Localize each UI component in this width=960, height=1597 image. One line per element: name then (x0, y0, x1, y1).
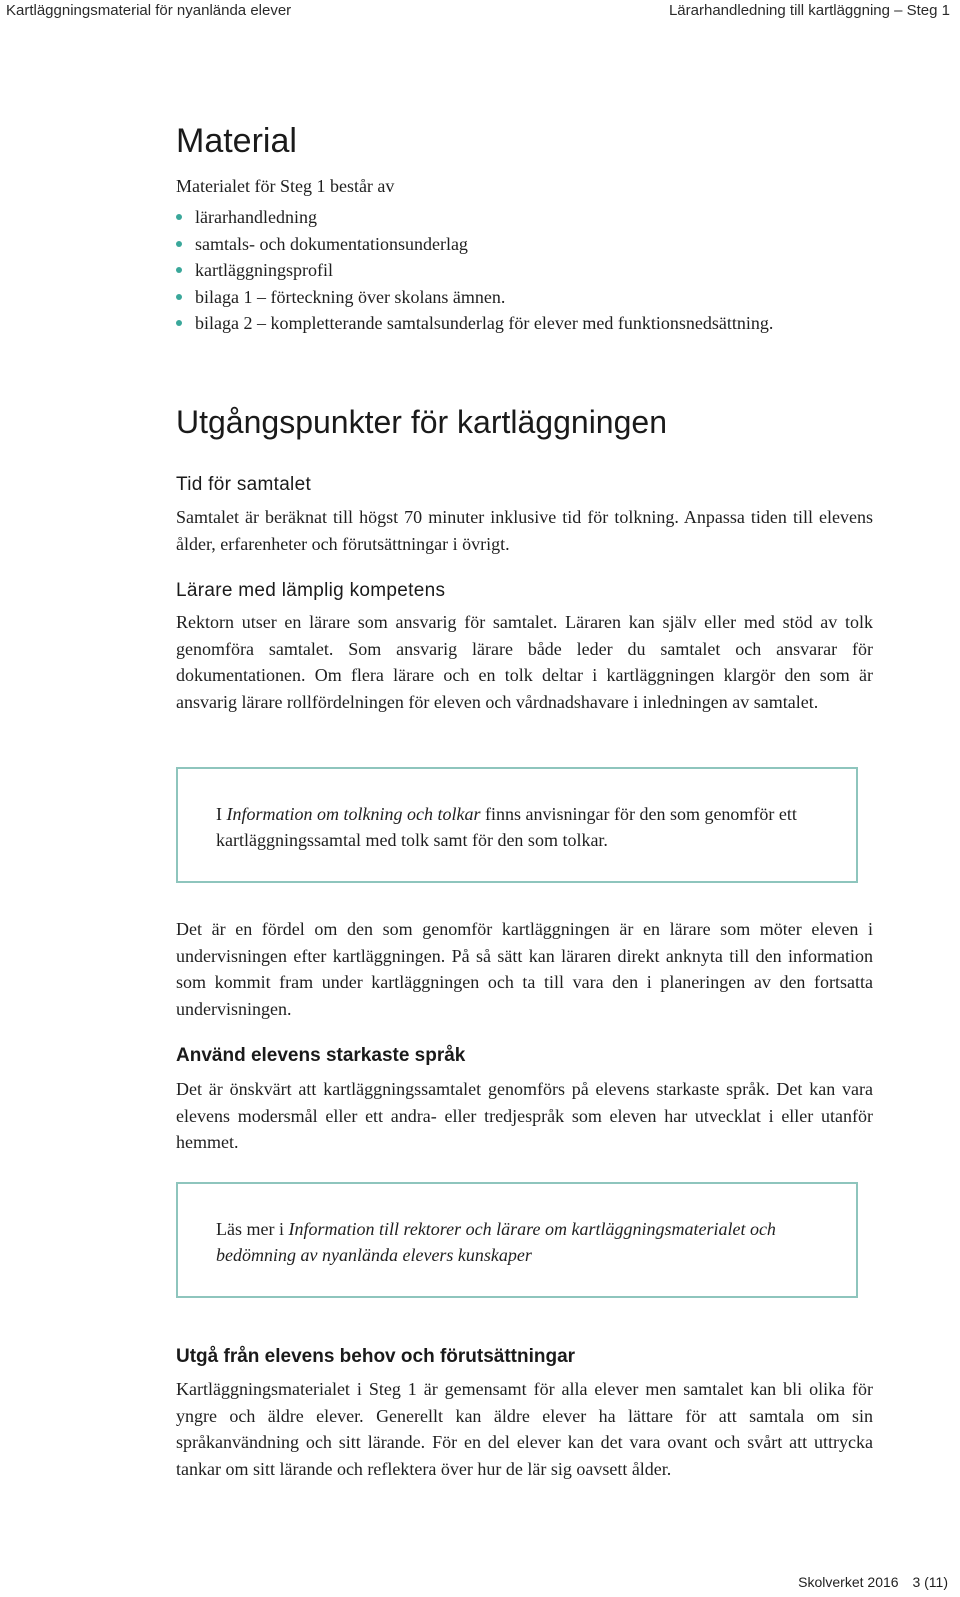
page-footer (788, 1574, 948, 1590)
sprak-heading: Använd elevens starkaste språk (176, 1045, 466, 1066)
page-number: 3 (11) (912, 1574, 948, 1590)
list-item: samtals- och dokumentationsunderlag (176, 231, 856, 258)
tid-heading: Tid för samtalet (176, 474, 312, 495)
callout-text: I Information om tolkning och tolkar finns anvisningar för den som genomför ett kartläggningssamtal med tolk samt för den som tolkar. (216, 804, 797, 850)
page-header (0, 0, 960, 24)
utgangspunkter-heading: Utgångspunkter för kartläggningen (176, 404, 667, 440)
callout-reference-title: Information om tolkning och tolkar (226, 804, 481, 824)
list-item: lärarhandledning (176, 204, 856, 231)
bullet-icon (176, 294, 182, 300)
sprak-paragraph: Det är önskvärt att kartläggningssamtalet genomförs på elevens starkaste språk. Det kan vara elevens modersmål eller ett andra- eller tredjespråk som eleven har utvecklat i eller utanför hemmet. (176, 1079, 873, 1152)
info-callout-las-mer (176, 1182, 858, 1298)
header-document-title: Kartläggningsmaterial för nyanlända elever (6, 2, 292, 19)
callout-reference-title: Information till rektorer och lärare om kartläggningsmaterialet och bedömning av nyanlända elevers kunskaper (216, 1219, 776, 1265)
material-heading: Material (176, 122, 297, 160)
material-list (176, 204, 856, 337)
bullet-icon (176, 214, 182, 220)
bullet-icon (176, 241, 182, 247)
callout-text: Läs mer i Information till rektorer och lärare om kartläggningsmaterialet och bedömning av nyanlända elevers kunskaper (216, 1219, 776, 1265)
info-callout-tolkning (176, 767, 858, 883)
list-item: bilaga 2 – kompletterande samtalsunderlag för elever med funktionsnedsättning. (176, 310, 815, 337)
larare-paragraph: Rektorn utser en lärare som ansvarig för samtalet. Läraren kan själv eller med stöd av tolk genomföra samtalet. Som ansvarig lärare både leder du samtalet och ansvarar för dokumentationen. Om flera lärare och en tolk deltar i kartläggningen klargör den som är ansvarig lärare rollfördelningen för eleven och vårdnadshavare i inledningen av samtalet. (176, 612, 873, 712)
footer-organization: Skolverket 2016 (798, 1574, 899, 1590)
bullet-icon (176, 267, 182, 273)
behov-heading: Utgå från elevens behov och förutsättningar (176, 1346, 576, 1367)
tid-paragraph: Samtalet är beräknat till högst 70 minuter inklusive tid för tolkning. Anpassa tiden till elevens ålder, erfarenheter och förutsättningar i övrigt. (176, 507, 873, 554)
list-item: bilaga 1 – förteckning över skolans ämnen. (176, 284, 856, 311)
header-section-title: Lärarhandledning till kartläggning – Steg 1 (668, 2, 950, 19)
fordel-paragraph: Det är en fördel om den som genomför kartläggningen är en lärare som möter eleven i undervisningen efter kartläggningen. På så sätt kan läraren direkt anknyta till den information som kommit fram under kartläggningen och ta till vara den i planeringen av den fortsatta undervisningen. (176, 919, 873, 1019)
bullet-icon (176, 320, 182, 326)
material-intro: Materialet för Steg 1 består av (176, 176, 395, 196)
list-item: kartläggningsprofil (176, 257, 856, 284)
behov-paragraph: Kartläggningsmaterialet i Steg 1 är gemensamt för alla elever men samtalet kan bli olika för yngre och äldre elever. Generellt kan äldre elever ha lättare för att samtala om sin språkanvändning och sitt lärande. För en del elever kan det vara ovant och svårt att uttrycka tankar om sitt lärande och reflektera över hur de lär sig oavsett ålder. (176, 1379, 873, 1479)
larare-heading: Lärare med lämplig kompetens (176, 580, 446, 601)
